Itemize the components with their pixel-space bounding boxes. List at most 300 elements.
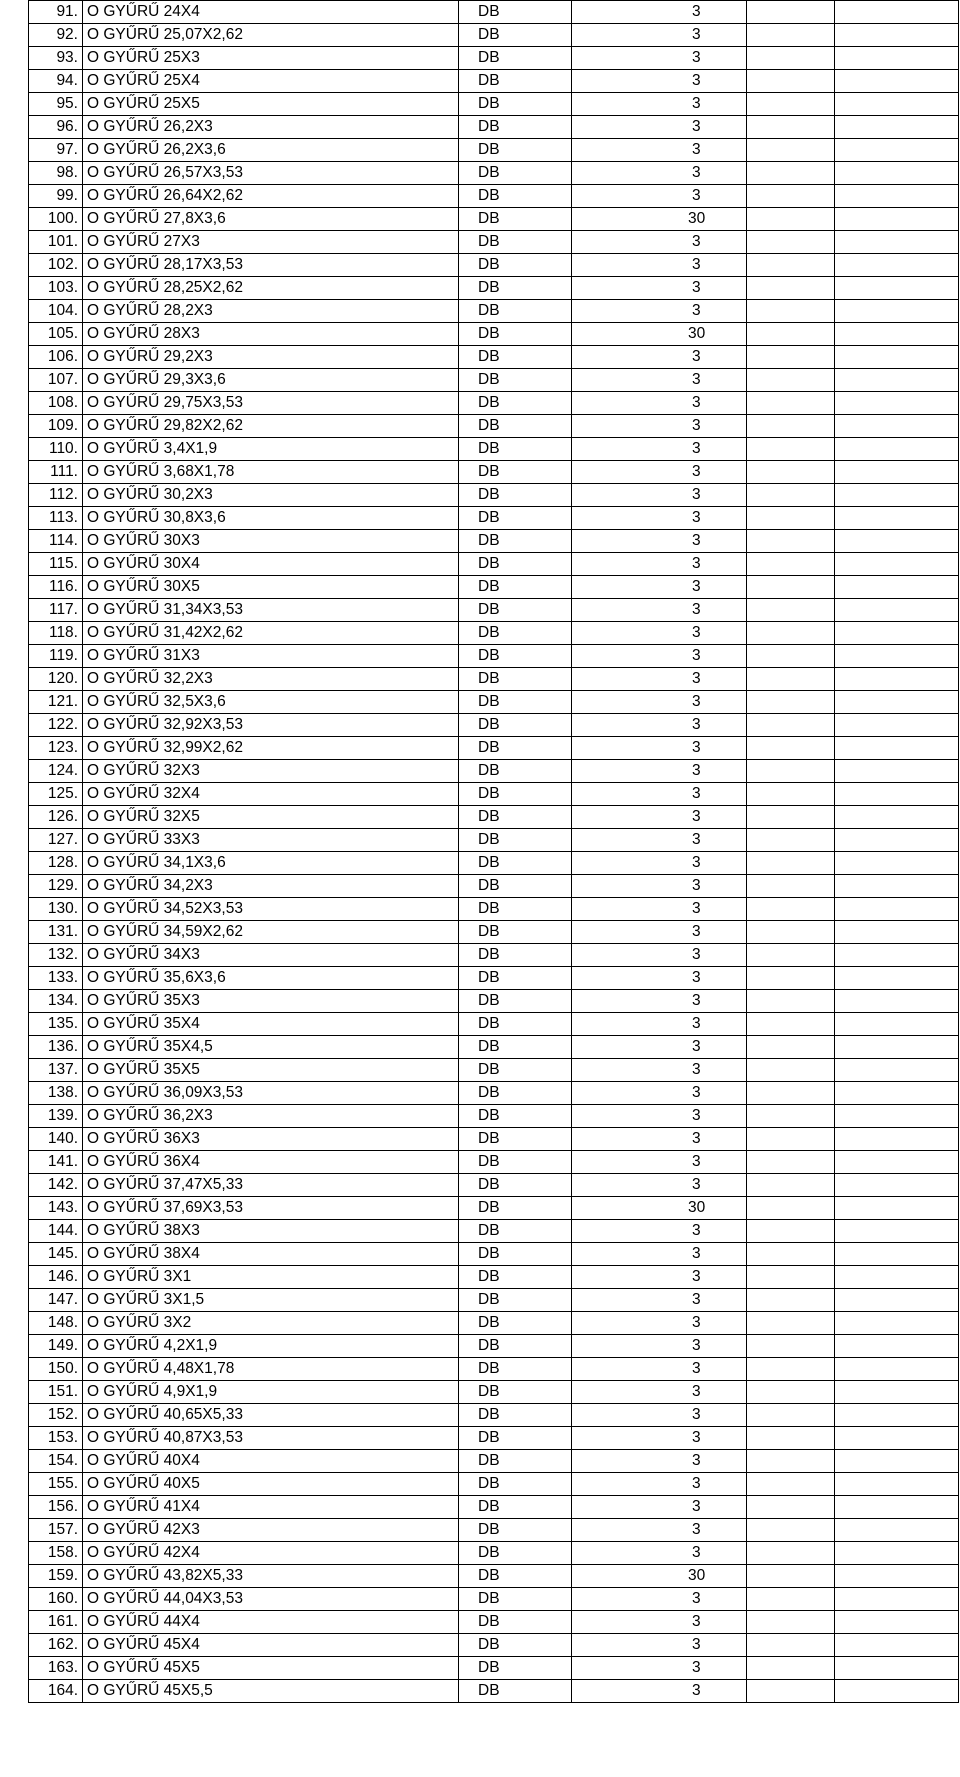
item-name: O GYŰRŰ 30,8X3,6 [83, 507, 459, 530]
item-quantity: 3 [572, 967, 747, 990]
empty-cell [835, 1059, 959, 1082]
row-number: 124. [29, 760, 83, 783]
table-row [29, 1473, 959, 1496]
item-quantity: 3 [572, 1657, 747, 1680]
row-number: 113. [29, 507, 83, 530]
empty-cell [835, 438, 959, 461]
item-unit: DB [459, 162, 572, 185]
item-name: O GYŰRŰ 4,48X1,78 [83, 1358, 459, 1381]
row-number: 162. [29, 1634, 83, 1657]
item-unit: DB [459, 691, 572, 714]
item-name: O GYŰRŰ 40X5 [83, 1473, 459, 1496]
item-quantity: 3 [572, 1680, 747, 1703]
item-unit: DB [459, 1496, 572, 1519]
empty-cell [835, 1197, 959, 1220]
item-name: O GYŰRŰ 45X4 [83, 1634, 459, 1657]
empty-cell [835, 1565, 959, 1588]
item-quantity: 3 [572, 1151, 747, 1174]
table-row [29, 668, 959, 691]
item-unit: DB [459, 1128, 572, 1151]
empty-cell [835, 1266, 959, 1289]
item-name: O GYŰRŰ 3X2 [83, 1312, 459, 1335]
item-unit: DB [459, 1243, 572, 1266]
item-unit: DB [459, 783, 572, 806]
table-row [29, 829, 959, 852]
item-unit: DB [459, 93, 572, 116]
table-row [29, 1082, 959, 1105]
item-name: O GYŰRŰ 36,2X3 [83, 1105, 459, 1128]
empty-cell [835, 1381, 959, 1404]
item-unit: DB [459, 1519, 572, 1542]
item-name: O GYŰRŰ 3X1,5 [83, 1289, 459, 1312]
item-unit: DB [459, 645, 572, 668]
item-quantity: 3 [572, 1381, 747, 1404]
empty-cell [747, 1473, 835, 1496]
empty-cell [835, 1657, 959, 1680]
table-row [29, 783, 959, 806]
item-quantity: 3 [572, 369, 747, 392]
empty-cell [747, 1381, 835, 1404]
empty-cell [835, 208, 959, 231]
empty-cell [835, 1036, 959, 1059]
item-name: O GYŰRŰ 30X5 [83, 576, 459, 599]
item-quantity: 3 [572, 1335, 747, 1358]
empty-cell [835, 1404, 959, 1427]
item-quantity: 3 [572, 1542, 747, 1565]
table-row [29, 737, 959, 760]
row-number: 98. [29, 162, 83, 185]
row-number: 141. [29, 1151, 83, 1174]
item-name: O GYŰRŰ 28,2X3 [83, 300, 459, 323]
item-unit: DB [459, 231, 572, 254]
item-name: O GYŰRŰ 30X3 [83, 530, 459, 553]
row-number: 115. [29, 553, 83, 576]
empty-cell [747, 1105, 835, 1128]
item-name: O GYŰRŰ 3X1 [83, 1266, 459, 1289]
item-name: O GYŰRŰ 29,75X3,53 [83, 392, 459, 415]
item-quantity: 3 [572, 1358, 747, 1381]
empty-cell [747, 1289, 835, 1312]
empty-cell [747, 461, 835, 484]
table-row [29, 1312, 959, 1335]
empty-cell [747, 139, 835, 162]
item-quantity: 3 [572, 944, 747, 967]
row-number: 150. [29, 1358, 83, 1381]
item-quantity: 30 [572, 1565, 747, 1588]
empty-cell [835, 967, 959, 990]
empty-cell [747, 990, 835, 1013]
item-unit: DB [459, 760, 572, 783]
empty-cell [835, 806, 959, 829]
item-unit: DB [459, 438, 572, 461]
item-quantity: 3 [572, 599, 747, 622]
item-unit: DB [459, 47, 572, 70]
item-quantity: 3 [572, 1496, 747, 1519]
item-name: O GYŰRŰ 37,47X5,33 [83, 1174, 459, 1197]
empty-cell [747, 1680, 835, 1703]
table-row [29, 116, 959, 139]
empty-cell [747, 116, 835, 139]
item-quantity: 30 [572, 1197, 747, 1220]
row-number: 103. [29, 277, 83, 300]
empty-cell [747, 1588, 835, 1611]
empty-cell [835, 116, 959, 139]
item-unit: DB [459, 1358, 572, 1381]
empty-cell [835, 852, 959, 875]
empty-cell [747, 484, 835, 507]
empty-cell [747, 70, 835, 93]
empty-cell [835, 185, 959, 208]
empty-cell [747, 553, 835, 576]
empty-cell [835, 1519, 959, 1542]
item-table-body [29, 1, 959, 1703]
row-number: 127. [29, 829, 83, 852]
item-quantity: 3 [572, 162, 747, 185]
empty-cell [835, 70, 959, 93]
row-number: 134. [29, 990, 83, 1013]
row-number: 108. [29, 392, 83, 415]
item-quantity: 30 [572, 208, 747, 231]
row-number: 107. [29, 369, 83, 392]
item-name: O GYŰRŰ 30,2X3 [83, 484, 459, 507]
item-name: O GYŰRŰ 29,3X3,6 [83, 369, 459, 392]
item-quantity: 3 [572, 737, 747, 760]
empty-cell [747, 1036, 835, 1059]
item-name: O GYŰRŰ 33X3 [83, 829, 459, 852]
item-name: O GYŰRŰ 29,82X2,62 [83, 415, 459, 438]
empty-cell [835, 576, 959, 599]
empty-cell [835, 668, 959, 691]
table-row [29, 599, 959, 622]
empty-cell [835, 944, 959, 967]
empty-cell [835, 875, 959, 898]
empty-cell [747, 1496, 835, 1519]
empty-cell [835, 162, 959, 185]
row-number: 130. [29, 898, 83, 921]
item-name: O GYŰRŰ 36X4 [83, 1151, 459, 1174]
item-unit: DB [459, 507, 572, 530]
item-unit: DB [459, 1059, 572, 1082]
item-quantity: 3 [572, 875, 747, 898]
item-quantity: 3 [572, 392, 747, 415]
table-row [29, 1634, 959, 1657]
item-unit: DB [459, 875, 572, 898]
empty-cell [747, 737, 835, 760]
item-quantity: 3 [572, 254, 747, 277]
item-name: O GYŰRŰ 26,57X3,53 [83, 162, 459, 185]
table-row [29, 898, 959, 921]
item-name: O GYŰRŰ 24X4 [83, 1, 459, 24]
item-quantity: 3 [572, 438, 747, 461]
item-unit: DB [459, 898, 572, 921]
empty-cell [747, 300, 835, 323]
row-number: 148. [29, 1312, 83, 1335]
row-number: 92. [29, 24, 83, 47]
empty-cell [835, 714, 959, 737]
item-name: O GYŰRŰ 32X4 [83, 783, 459, 806]
item-name: O GYŰRŰ 25X5 [83, 93, 459, 116]
item-quantity: 3 [572, 1289, 747, 1312]
empty-cell [835, 691, 959, 714]
item-name: O GYŰRŰ 45X5,5 [83, 1680, 459, 1703]
table-row [29, 1588, 959, 1611]
table-row [29, 93, 959, 116]
item-name: O GYŰRŰ 40,65X5,33 [83, 1404, 459, 1427]
row-number: 116. [29, 576, 83, 599]
empty-cell [835, 1542, 959, 1565]
item-quantity: 3 [572, 139, 747, 162]
empty-cell [835, 898, 959, 921]
item-unit: DB [459, 1082, 572, 1105]
empty-cell [747, 1450, 835, 1473]
empty-cell [747, 783, 835, 806]
item-unit: DB [459, 1680, 572, 1703]
empty-cell [747, 1082, 835, 1105]
empty-cell [747, 530, 835, 553]
table-row [29, 990, 959, 1013]
item-name: O GYŰRŰ 27,8X3,6 [83, 208, 459, 231]
empty-cell [747, 668, 835, 691]
item-unit: DB [459, 1335, 572, 1358]
item-quantity: 3 [572, 645, 747, 668]
item-name: O GYŰRŰ 26,64X2,62 [83, 185, 459, 208]
row-number: 111. [29, 461, 83, 484]
item-quantity: 3 [572, 1427, 747, 1450]
item-quantity: 3 [572, 553, 747, 576]
empty-cell [835, 1289, 959, 1312]
table-row [29, 1105, 959, 1128]
item-name: O GYŰRŰ 45X5 [83, 1657, 459, 1680]
item-quantity: 3 [572, 829, 747, 852]
empty-cell [835, 760, 959, 783]
empty-cell [747, 576, 835, 599]
row-number: 99. [29, 185, 83, 208]
item-unit: DB [459, 1427, 572, 1450]
empty-cell [835, 553, 959, 576]
empty-cell [835, 1473, 959, 1496]
item-quantity: 3 [572, 1082, 747, 1105]
item-name: O GYŰRŰ 41X4 [83, 1496, 459, 1519]
table-row [29, 185, 959, 208]
row-number: 161. [29, 1611, 83, 1634]
row-number: 151. [29, 1381, 83, 1404]
item-name: O GYŰRŰ 34,52X3,53 [83, 898, 459, 921]
row-number: 114. [29, 530, 83, 553]
item-quantity: 3 [572, 622, 747, 645]
row-number: 102. [29, 254, 83, 277]
empty-cell [835, 300, 959, 323]
item-unit: DB [459, 185, 572, 208]
item-quantity: 3 [572, 1404, 747, 1427]
item-unit: DB [459, 392, 572, 415]
empty-cell [747, 967, 835, 990]
row-number: 104. [29, 300, 83, 323]
item-quantity: 3 [572, 760, 747, 783]
item-unit: DB [459, 484, 572, 507]
item-quantity: 3 [572, 415, 747, 438]
empty-cell [747, 231, 835, 254]
empty-cell [747, 346, 835, 369]
item-quantity: 3 [572, 300, 747, 323]
table-row [29, 369, 959, 392]
row-number: 109. [29, 415, 83, 438]
table-row [29, 645, 959, 668]
empty-cell [747, 1128, 835, 1151]
item-quantity: 3 [572, 484, 747, 507]
table-row [29, 1427, 959, 1450]
empty-cell [747, 760, 835, 783]
item-unit: DB [459, 1151, 572, 1174]
item-name: O GYŰRŰ 32X5 [83, 806, 459, 829]
empty-cell [835, 507, 959, 530]
empty-cell [835, 645, 959, 668]
row-number: 93. [29, 47, 83, 70]
item-quantity: 3 [572, 461, 747, 484]
empty-cell [835, 1450, 959, 1473]
row-number: 95. [29, 93, 83, 116]
table-row [29, 70, 959, 93]
empty-cell [835, 369, 959, 392]
table-row [29, 208, 959, 231]
empty-cell [835, 1358, 959, 1381]
item-unit: DB [459, 576, 572, 599]
table-row [29, 1358, 959, 1381]
table-row [29, 346, 959, 369]
row-number: 143. [29, 1197, 83, 1220]
empty-cell [747, 1358, 835, 1381]
empty-cell [747, 392, 835, 415]
row-number: 118. [29, 622, 83, 645]
row-number: 145. [29, 1243, 83, 1266]
item-quantity: 3 [572, 806, 747, 829]
item-name: O GYŰRŰ 25,07X2,62 [83, 24, 459, 47]
empty-cell [747, 254, 835, 277]
item-unit: DB [459, 1588, 572, 1611]
table-row [29, 1059, 959, 1082]
item-quantity: 3 [572, 1105, 747, 1128]
table-row [29, 1519, 959, 1542]
empty-cell [747, 875, 835, 898]
row-number: 159. [29, 1565, 83, 1588]
item-unit: DB [459, 24, 572, 47]
item-name: O GYŰRŰ 3,68X1,78 [83, 461, 459, 484]
table-row [29, 691, 959, 714]
empty-cell [747, 369, 835, 392]
row-number: 101. [29, 231, 83, 254]
item-unit: DB [459, 1542, 572, 1565]
item-name: O GYŰRŰ 42X4 [83, 1542, 459, 1565]
empty-cell [835, 93, 959, 116]
item-quantity: 3 [572, 47, 747, 70]
item-name: O GYŰRŰ 36X3 [83, 1128, 459, 1151]
empty-cell [835, 599, 959, 622]
item-quantity: 3 [572, 1312, 747, 1335]
row-number: 147. [29, 1289, 83, 1312]
row-number: 142. [29, 1174, 83, 1197]
empty-cell [747, 1542, 835, 1565]
empty-cell [835, 1496, 959, 1519]
item-name: O GYŰRŰ 34,2X3 [83, 875, 459, 898]
table-row [29, 806, 959, 829]
item-name: O GYŰRŰ 32,99X2,62 [83, 737, 459, 760]
table-row [29, 300, 959, 323]
table-row [29, 1657, 959, 1680]
item-unit: DB [459, 369, 572, 392]
item-name: O GYŰRŰ 25X3 [83, 47, 459, 70]
empty-cell [747, 1427, 835, 1450]
item-name: O GYŰRŰ 36,09X3,53 [83, 1082, 459, 1105]
row-number: 137. [29, 1059, 83, 1082]
table-row [29, 1266, 959, 1289]
empty-cell [747, 1220, 835, 1243]
item-quantity: 3 [572, 530, 747, 553]
item-quantity: 3 [572, 714, 747, 737]
item-unit: DB [459, 300, 572, 323]
item-name: O GYŰRŰ 29,2X3 [83, 346, 459, 369]
item-name: O GYŰRŰ 28X3 [83, 323, 459, 346]
item-name: O GYŰRŰ 4,9X1,9 [83, 1381, 459, 1404]
empty-cell [747, 1266, 835, 1289]
item-unit: DB [459, 1289, 572, 1312]
item-unit: DB [459, 1, 572, 24]
row-number: 125. [29, 783, 83, 806]
item-name: O GYŰRŰ 26,2X3,6 [83, 139, 459, 162]
row-number: 132. [29, 944, 83, 967]
table-row [29, 1542, 959, 1565]
empty-cell [747, 1151, 835, 1174]
item-unit: DB [459, 921, 572, 944]
empty-cell [835, 1013, 959, 1036]
row-number: 164. [29, 1680, 83, 1703]
table-row [29, 622, 959, 645]
item-name: O GYŰRŰ 28,17X3,53 [83, 254, 459, 277]
empty-cell [747, 944, 835, 967]
item-quantity: 3 [572, 346, 747, 369]
item-unit: DB [459, 116, 572, 139]
item-quantity: 3 [572, 1266, 747, 1289]
row-number: 156. [29, 1496, 83, 1519]
table-row [29, 1381, 959, 1404]
empty-cell [835, 323, 959, 346]
empty-cell [835, 254, 959, 277]
row-number: 117. [29, 599, 83, 622]
empty-cell [747, 622, 835, 645]
item-name: O GYŰRŰ 43,82X5,33 [83, 1565, 459, 1588]
item-unit: DB [459, 1611, 572, 1634]
table-row [29, 921, 959, 944]
row-number: 158. [29, 1542, 83, 1565]
item-quantity: 3 [572, 1174, 747, 1197]
table-row [29, 484, 959, 507]
empty-cell [835, 1312, 959, 1335]
item-quantity: 3 [572, 1634, 747, 1657]
table-row [29, 1151, 959, 1174]
table-row [29, 553, 959, 576]
empty-cell [835, 1082, 959, 1105]
empty-cell [835, 461, 959, 484]
item-unit: DB [459, 1036, 572, 1059]
empty-cell [747, 829, 835, 852]
empty-cell [747, 599, 835, 622]
row-number: 133. [29, 967, 83, 990]
item-unit: DB [459, 70, 572, 93]
item-name: O GYŰRŰ 42X3 [83, 1519, 459, 1542]
item-name: O GYŰRŰ 34X3 [83, 944, 459, 967]
table-row [29, 507, 959, 530]
item-unit: DB [459, 806, 572, 829]
item-quantity: 3 [572, 1519, 747, 1542]
row-number: 129. [29, 875, 83, 898]
